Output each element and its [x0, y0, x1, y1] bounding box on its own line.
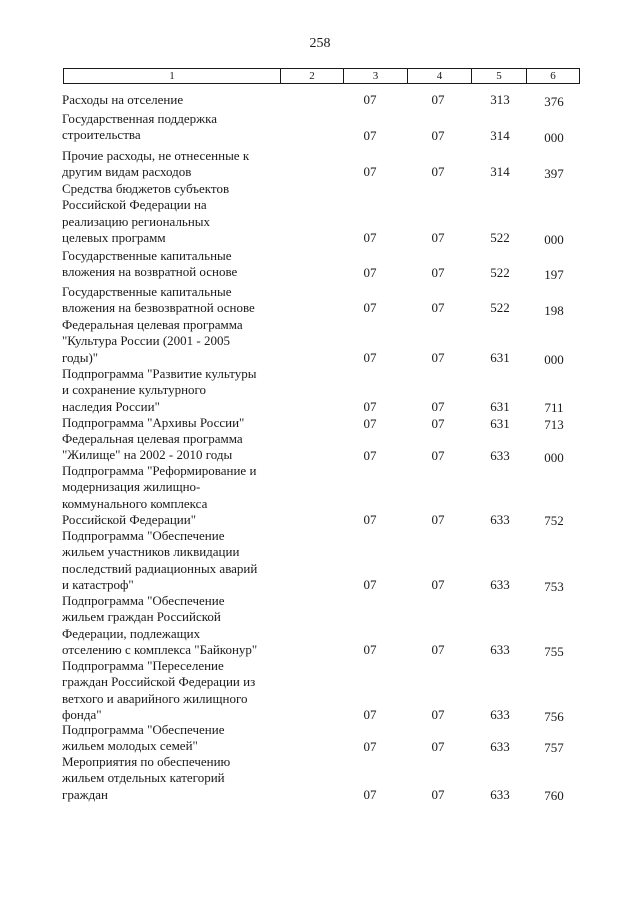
row-col-3: 07 [363, 230, 377, 245]
row-col-6: 197 [544, 267, 564, 282]
row-description: Средства бюджетов субъектов Российской Федерации на реализацию региональных целевых программ [62, 181, 230, 245]
row-col-6: 000 [544, 352, 564, 367]
row-col-4: 07 [431, 230, 445, 245]
row-col-5: 522 [490, 265, 510, 280]
row-col-6: 752 [544, 513, 564, 528]
row-col-3: 07 [363, 399, 377, 414]
header-col-1: 1 [64, 69, 281, 83]
row-col-3: 07 [363, 92, 377, 107]
row-description: Мероприятия по обеспечению жильем отдельных категорий граждан [62, 754, 231, 802]
row-description: Подпрограмма "Реформирование и модернизация жилищно- коммунального комплекса Российской Федерации" [62, 463, 257, 527]
header-col-3: 3 [344, 69, 408, 83]
row-col-3: 07 [363, 512, 377, 527]
row-col-5: 522 [490, 230, 510, 245]
row-description: Федеральная целевая программа "Жилище" на 2002 - 2010 годы [62, 431, 243, 463]
row-col-3: 07 [363, 300, 377, 315]
row-col-3: 07 [363, 164, 377, 179]
row-col-5: 633 [490, 707, 510, 722]
row-col-4: 07 [431, 300, 445, 315]
row-col-5: 314 [490, 128, 510, 143]
row-col-3: 07 [363, 642, 377, 657]
row-col-5: 633 [490, 787, 510, 802]
row-description: Государственные капитальные вложения на безвозвратной основе [62, 284, 255, 316]
row-col-6: 711 [544, 400, 564, 415]
row-col-4: 07 [431, 92, 445, 107]
row-description: Федеральная целевая программа "Культура России (2001 - 2005 годы)" [62, 317, 243, 365]
row-col-3: 07 [363, 128, 377, 143]
row-col-6: 713 [544, 417, 564, 432]
row-col-4: 07 [431, 416, 445, 431]
header-col-4: 4 [408, 69, 472, 83]
row-col-4: 07 [431, 642, 445, 657]
row-description: Государственная поддержка строительства [62, 111, 218, 143]
row-col-3: 07 [363, 265, 377, 280]
row-col-6: 000 [544, 130, 564, 145]
header-col-2: 2 [281, 69, 344, 83]
header-col-6: 6 [550, 70, 556, 82]
row-col-5: 631 [490, 350, 510, 365]
row-col-3: 07 [363, 787, 377, 802]
header-col-5: 5 [472, 69, 527, 83]
row-col-5: 633 [490, 739, 510, 754]
row-col-4: 07 [431, 512, 445, 527]
row-description: Подпрограмма "Развитие культуры и сохранение культурного наследия России" [62, 366, 257, 414]
row-col-6: 756 [544, 709, 564, 724]
row-col-6: 000 [544, 450, 564, 465]
row-col-3: 07 [363, 448, 377, 463]
row-description: Подпрограмма "Обеспечение жильем молодых семей" [62, 722, 225, 754]
row-description: Подпрограмма "Обеспечение жильем граждан Российской Федерации, подлежащих отселению с комплекса "Байконур" [62, 593, 258, 657]
row-col-4: 07 [431, 399, 445, 414]
row-col-3: 07 [363, 416, 377, 431]
row-col-6: 397 [544, 166, 564, 181]
row-col-5: 631 [490, 399, 510, 414]
row-col-3: 07 [363, 707, 377, 722]
row-col-4: 07 [431, 577, 445, 592]
row-col-4: 07 [431, 164, 445, 179]
row-col-3: 07 [363, 350, 377, 365]
row-description: Подпрограмма "Обеспечение жильем участников ликвидации последствий радиационных аварий и катастроф" [62, 528, 258, 592]
row-col-6: 757 [544, 740, 564, 755]
row-col-4: 07 [431, 350, 445, 365]
row-description: Государственные капитальные вложения на возвратной основе [62, 248, 238, 280]
row-col-6: 760 [544, 788, 564, 803]
page-number: 258 [309, 36, 331, 51]
row-col-6: 376 [544, 94, 564, 109]
row-col-4: 07 [431, 739, 445, 754]
row-col-6: 000 [544, 232, 564, 247]
row-col-5: 522 [490, 300, 510, 315]
row-col-6: 755 [544, 644, 564, 659]
row-description: Подпрограмма "Переселение граждан Российской Федерации из ветхого и аварийного жилищного фонда" [62, 658, 256, 722]
row-col-5: 633 [490, 577, 510, 592]
row-col-5: 633 [490, 512, 510, 527]
row-col-5: 314 [490, 164, 510, 179]
row-col-4: 07 [431, 128, 445, 143]
row-col-3: 07 [363, 577, 377, 592]
row-col-5: 631 [490, 416, 510, 431]
row-col-5: 633 [490, 642, 510, 657]
row-description: Расходы на отселение [62, 92, 184, 107]
row-description: Подпрограмма "Архивы России" [62, 415, 245, 430]
row-col-4: 07 [431, 265, 445, 280]
row-col-6: 753 [544, 579, 564, 594]
row-col-3: 07 [363, 739, 377, 754]
row-col-4: 07 [431, 787, 445, 802]
row-col-4: 07 [431, 448, 445, 463]
row-col-5: 633 [490, 448, 510, 463]
row-col-5: 313 [490, 92, 510, 107]
row-col-4: 07 [431, 707, 445, 722]
row-description: Прочие расходы, не отнесенные к другим видам расходов [62, 148, 250, 180]
row-col-6: 198 [544, 303, 564, 318]
